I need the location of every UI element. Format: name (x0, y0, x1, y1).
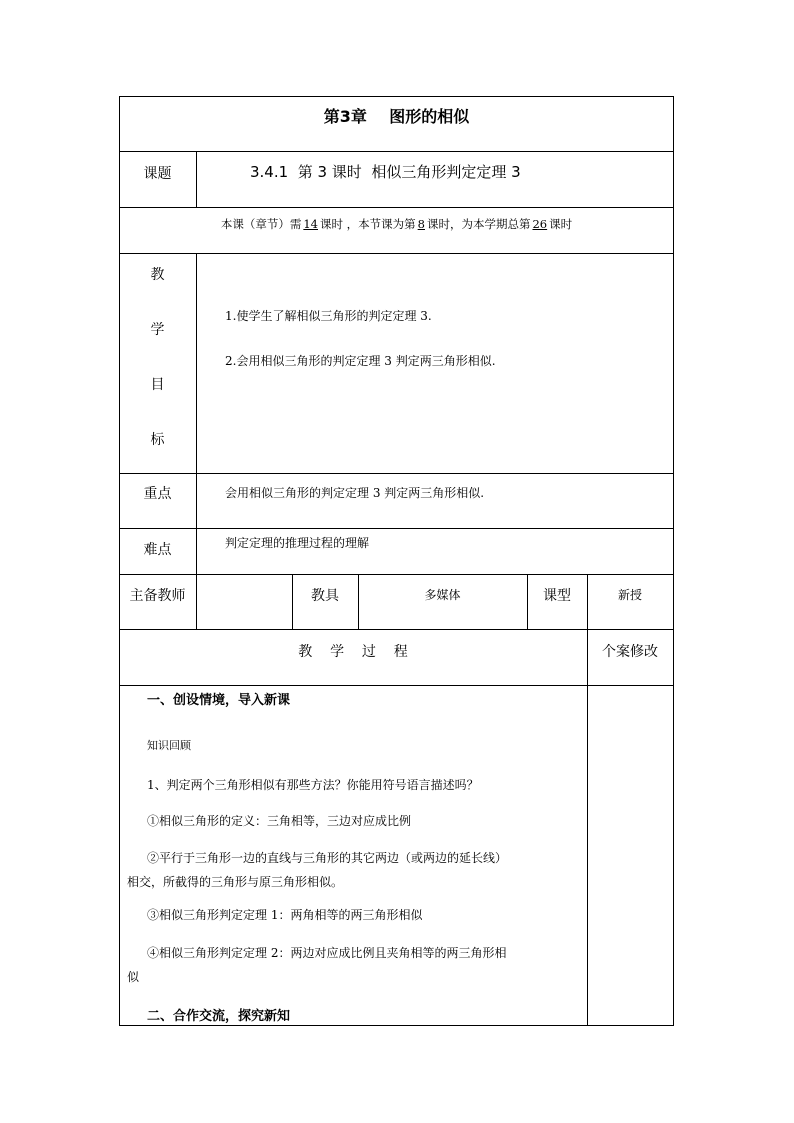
border-right (673, 96, 674, 1026)
row-divider (119, 629, 674, 630)
total-hours: 14 (303, 217, 318, 231)
border-bottom (119, 1025, 674, 1026)
method-item-continuation: 相交，所截得的三角形与原三角形相似。 (127, 875, 344, 889)
difficulty-value: 判定定理的推理过程的理解 (225, 536, 370, 550)
process-title: 教 学 过 程 (298, 644, 408, 660)
revision-label: 个案修改 (602, 644, 658, 660)
row-divider (119, 253, 674, 254)
row-divider (119, 473, 674, 474)
row-divider (119, 151, 674, 152)
hours-line (119, 219, 674, 231)
row-divider (119, 685, 674, 686)
method-item: ③相似三角形判定定理 1：两角相等的两三角形相似 (147, 908, 423, 922)
border-left (119, 96, 120, 1026)
current-hour: 8 (417, 217, 425, 231)
type-label: 课型 (543, 588, 571, 604)
section-heading: 二、合作交流，探究新知 (147, 1009, 291, 1024)
row-divider (119, 574, 674, 575)
hours-text-4: 课时 (549, 217, 573, 231)
section-heading: 一、创设情境，导入新课 (147, 693, 291, 708)
semester-hour: 26 (532, 217, 548, 231)
topic-label: 课题 (143, 166, 172, 182)
tools-label: 教具 (311, 588, 339, 604)
hours-text-3: 课时，为本学期总第 (426, 217, 531, 231)
objective-item: 1.使学生了解相似三角形的判定定理 3. (225, 309, 432, 323)
method-item-continuation: 似 (127, 970, 140, 984)
hours-text-1: 本课（章节）需 (220, 217, 302, 231)
border-top (119, 96, 674, 97)
row-divider (119, 528, 674, 529)
key-point-value: 会用相似三角形的判定定理 3 判定两三角形相似. (225, 486, 485, 500)
topic-value: 3.4.1 第 3 课时 相似三角形判定定理 3 (250, 163, 521, 181)
objectives-label-char: 标 (150, 432, 165, 448)
lesson-plan-table (119, 96, 674, 1026)
type-value: 新授 (617, 588, 642, 602)
method-item: ①相似三角形的定义：三角相等，三边对应成比例 (147, 814, 412, 828)
col-divider (196, 253, 197, 630)
key-point-label: 重点 (143, 486, 172, 502)
chapter-title: 第3章 图形的相似 (323, 107, 470, 126)
objectives-label-char: 学 (150, 322, 165, 338)
col-divider (358, 574, 359, 630)
question-text: 1、判定两个三角形相似有那些方法？你能用符号语言描述吗？ (147, 778, 479, 792)
review-label: 知识回顾 (147, 739, 191, 752)
tools-value: 多媒体 (424, 588, 461, 602)
col-divider (196, 151, 197, 207)
col-divider (587, 574, 588, 1026)
method-item: ④相似三角形判定定理 2：两边对应成比例且夹角相等的两三角形相 (147, 946, 507, 960)
difficulty-label: 难点 (143, 542, 172, 558)
objectives-label-char: 教 (150, 267, 165, 283)
method-item: ②平行于三角形一边的直线与三角形的其它两边（或两边的延长线） (147, 851, 508, 865)
objective-item: 2.会用相似三角形的判定定理 3 判定两三角形相似. (225, 354, 496, 368)
teacher-label: 主备教师 (129, 588, 186, 604)
hours-text-2: 课时 ，本节课为第 (320, 217, 416, 231)
row-divider (119, 207, 674, 208)
objectives-label-char: 目 (150, 377, 165, 393)
